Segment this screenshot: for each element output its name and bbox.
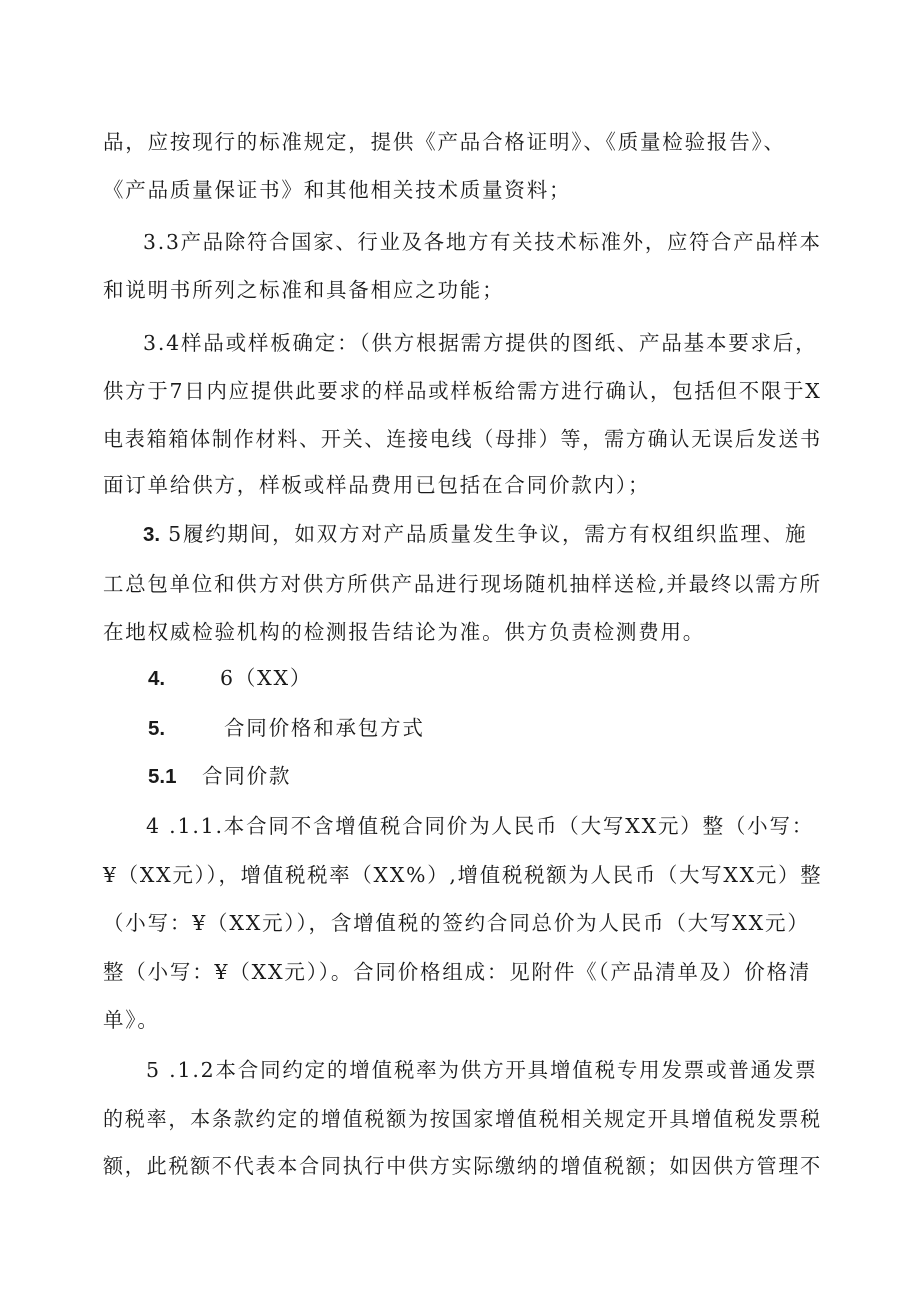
- clause-text: 5履约期间，如双方对产品质量发生争议，需方有权组织监理、施: [168, 522, 808, 546]
- paragraph-line: 3.4样品或样板确定：（供方根据需方提供的图纸、产品基本要求后，: [143, 331, 818, 355]
- paragraph-line: （小写：¥（XX元）），含增值税的签约合同总价为人民币（大写XX元）: [103, 911, 810, 935]
- paragraph-line: 单》。: [103, 1008, 160, 1032]
- section-heading: [148, 762, 291, 791]
- paragraph-line: 和说明书所列之标准和具备相应之功能；: [103, 278, 505, 302]
- section-number: 5.1: [148, 765, 177, 788]
- paragraph-line: 额，此税额不代表本合同执行中供方实际缴纳的增值税额；如因供方管理不: [103, 1154, 822, 1178]
- section-title: 6（XX）: [220, 666, 313, 690]
- section-heading: [148, 664, 312, 693]
- section-title: 合同价款: [202, 764, 292, 788]
- paragraph-line: 供方于7日内应提供此要求的样品或样板给需方进行确认，包括但不限于X: [103, 379, 822, 403]
- section-number: 5.: [148, 717, 166, 740]
- paragraph-line: 5 .1.2本合同约定的增值税率为供方开具增值税专用发票或普通发票: [146, 1058, 818, 1082]
- section-heading: [148, 714, 425, 743]
- clause-number: 3.: [143, 523, 161, 546]
- paragraph-line: 整（小写：¥（XX元））。合同价格组成：见附件《（产品清单及）价格清: [103, 960, 812, 984]
- section-number: 4.: [148, 667, 166, 690]
- paragraph-line: 在地权威检验机构的检测报告结论为准。供方负责检测费用。: [103, 620, 706, 644]
- paragraph-line: 工总包单位和供方对供方所供产品进行现场随机抽样送检,并最终以需方所: [103, 572, 822, 596]
- paragraph-line: 4 .1.1.本合同不含增值税合同价为人民币（大写XX元）整（小写：: [146, 814, 815, 838]
- paragraph-line: 的税率，本条款约定的增值税额为按国家增值税相关规定开具增值税发票税: [103, 1107, 822, 1131]
- paragraph-line: 品，应按现行的标准规定，提供《产品合格证明》、《质量检验报告》、: [103, 130, 786, 154]
- paragraph-line: ¥（XX元）），增值税税率（XX%）,增值税税额为人民币（大写XX元）整: [103, 863, 823, 887]
- section-title: 合同价格和承包方式: [224, 716, 425, 740]
- paragraph-line: [143, 520, 807, 549]
- paragraph-line: 3.3产品除符合国家、行业及各地方有关技术标准外，应符合产品样本: [143, 230, 822, 254]
- paragraph-line: 面订单给供方，样板或样品费用已包括在合同价款内）；: [103, 473, 651, 497]
- paragraph-line: 《产品质量保证书》和其他相关技术质量资料；: [103, 178, 572, 202]
- paragraph-line: 电表箱箱体制作材料、开关、连接电线（母排）等，需方确认无误后发送书: [103, 427, 822, 451]
